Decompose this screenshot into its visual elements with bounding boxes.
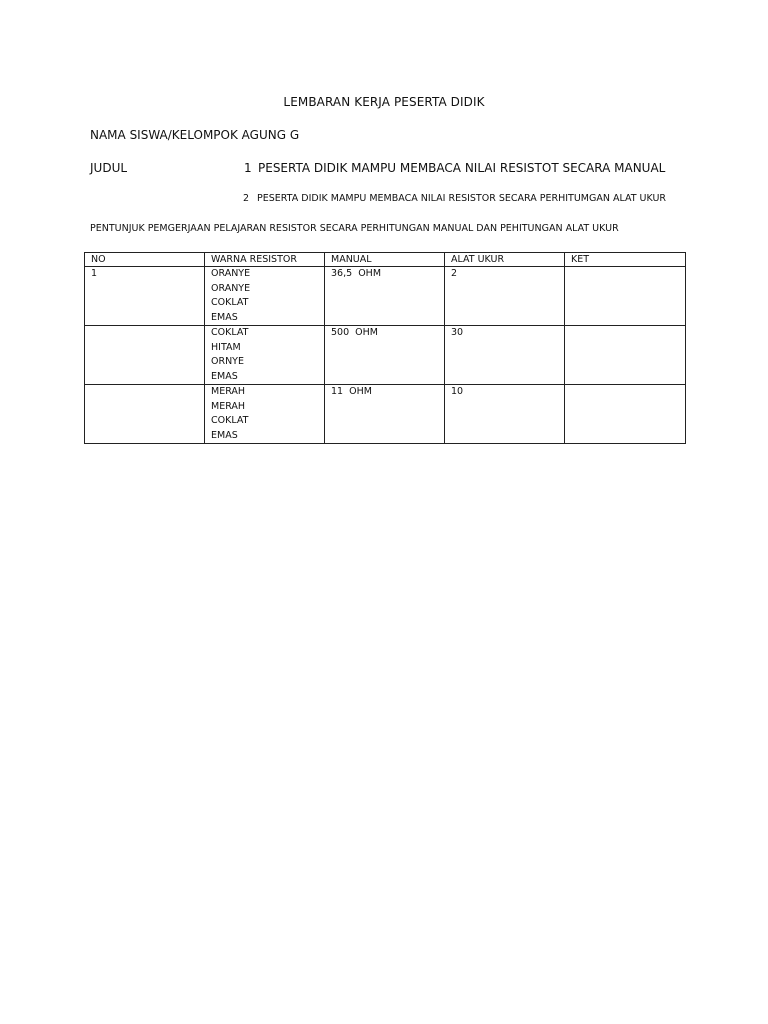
resistor-table <box>84 252 686 444</box>
cell-manual: 11 OHM <box>325 385 445 444</box>
color-band: MERAH <box>211 386 246 397</box>
column-header-ket: KET <box>565 253 686 267</box>
cell-warna-resistor <box>205 385 325 444</box>
table-row <box>85 326 686 385</box>
cell-alat-ukur: 10 <box>445 385 565 444</box>
cell-ket <box>565 326 686 385</box>
color-band: COKLAT <box>211 415 249 426</box>
color-band: EMAS <box>211 370 238 382</box>
judul-item-number: 2 <box>243 193 250 204</box>
table-header-row <box>85 253 686 267</box>
cell-manual: 500 OHM <box>325 326 445 385</box>
judul-item-1 <box>244 161 665 175</box>
cell-ket <box>565 385 686 444</box>
cell-no <box>85 326 205 385</box>
judul-item-text: PESERTA DIDIK MAMPU MEMBACA NILAI RESISTOR SECARA PERHITUMGAN ALAT UKUR <box>257 193 667 204</box>
cell-warna-resistor <box>205 326 325 385</box>
column-header-alat-ukur: ALAT UKUR <box>445 253 565 267</box>
table-row <box>85 385 686 444</box>
cell-manual: 36,5 OHM <box>325 267 445 326</box>
color-band: ORANYE <box>211 268 251 279</box>
judul-item-number: 1 <box>244 161 252 175</box>
judul-item-2 <box>243 193 666 204</box>
color-band: MERAH <box>211 400 246 412</box>
column-header-no: NO <box>85 253 205 267</box>
cell-alat-ukur: 2 <box>445 267 565 326</box>
student-group-name: NAMA SISWA/KELOMPOK AGUNG G <box>90 128 300 142</box>
color-band: ORNYE <box>211 356 244 367</box>
cell-warna-resistor <box>205 267 325 326</box>
color-band: HITAM <box>211 341 241 353</box>
cell-no <box>85 385 205 444</box>
cell-no: 1 <box>85 267 205 326</box>
cell-ket <box>565 267 686 326</box>
column-header-warna-resistor: WARNA RESISTOR <box>205 253 325 267</box>
color-band: COKLAT <box>211 297 249 308</box>
judul-item-text: PESERTA DIDIK MAMPU MEMBACA NILAI RESISTOT SECARA MANUAL <box>258 161 666 175</box>
color-band: EMAS <box>211 429 238 441</box>
column-header-manual: MANUAL <box>325 253 445 267</box>
color-band: EMAS <box>211 311 238 323</box>
instruction-text: PENTUNJUK PEMGERJAAN PELAJARAN RESISTOR SECARA PERHITUNGAN MANUAL DAN PEHITUNGAN ALAT UKUR <box>90 223 619 234</box>
color-band: ORANYE <box>211 282 251 294</box>
table-row <box>85 267 686 326</box>
worksheet-title: LEMBARAN KERJA PESERTA DIDIK <box>283 95 485 109</box>
judul-label: JUDUL <box>90 161 128 175</box>
cell-alat-ukur: 30 <box>445 326 565 385</box>
color-band: COKLAT <box>211 327 249 338</box>
